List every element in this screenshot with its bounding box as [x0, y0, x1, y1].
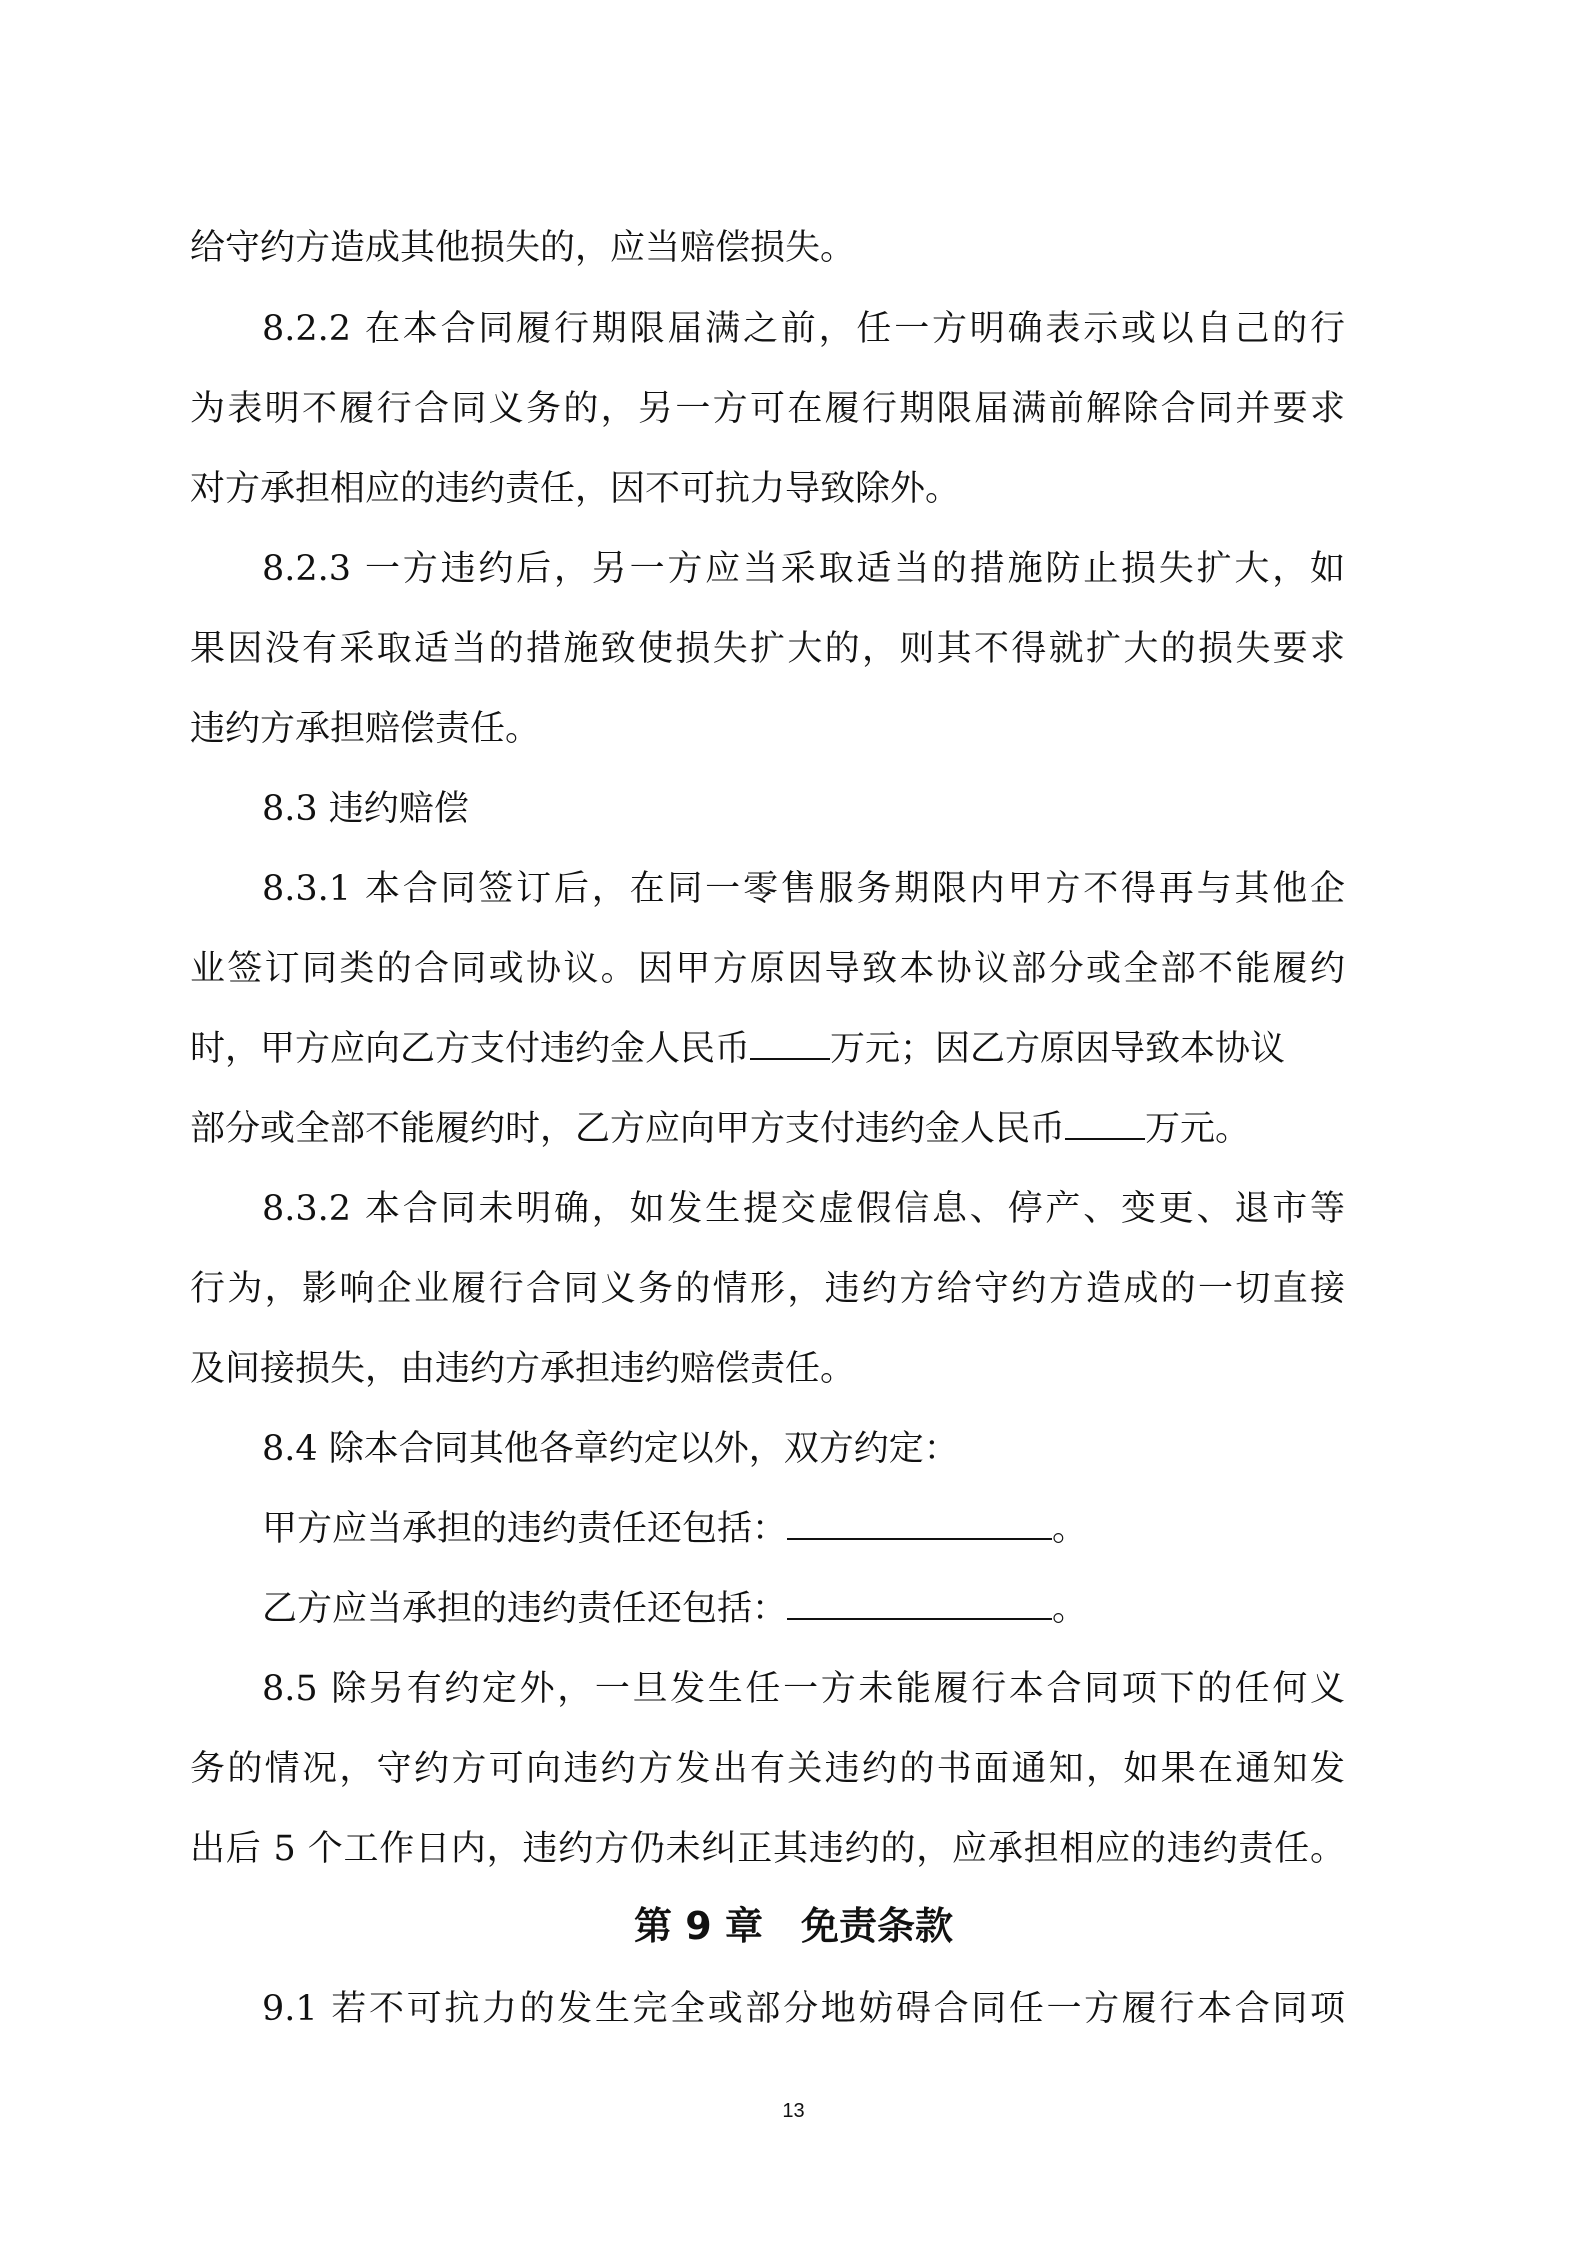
clause-8-5-line-1: 8.5 除另有约定外，一旦发生任一方未能履行本合同项下的任何义 [262, 1669, 1345, 1709]
clause-8-2-3-line-1: 8.2.3 一方违约后，另一方应当采取适当的措施防止损失扩大，如 [262, 549, 1345, 589]
clause-8-3-2-line-2: 行为，影响企业履行合同义务的情形，违约方给守约方造成的一切直接 [190, 1269, 1345, 1309]
text-segment: 。 [1052, 1589, 1088, 1629]
clause-8-5-line-3: 出后 5 个工作日内，违约方仍未纠正其违约的，应承担相应的违约责任。 [190, 1829, 1345, 1869]
text-segment: 万元。 [1145, 1109, 1251, 1149]
paragraph-line: 给守约方造成其他损失的，应当赔偿损失。 [190, 228, 856, 268]
clause-8-4-line-1: 8.4 除本合同其他各章约定以外，双方约定： [262, 1429, 959, 1469]
clause-8-2-3-line-2: 果因没有采取适当的措施致使损失扩大的，则其不得就扩大的损失要求 [190, 629, 1345, 669]
text-segment: 。 [1052, 1509, 1088, 1549]
text-segment: 部分或全部不能履约时，乙方应向甲方支付违约金人民币 [190, 1109, 1066, 1149]
text-segment: 时，甲方应向乙方支付违约金人民币 [190, 1029, 751, 1069]
fill-in-blank [787, 1588, 1052, 1620]
clause-8-3-1-line-2: 业签订同类的合同或协议。因甲方原因导致本协议部分或全部不能履约 [190, 949, 1345, 989]
clause-8-3-2-line-3: 及间接损失，由违约方承担违约赔偿责任。 [190, 1349, 856, 1389]
fill-in-blank [787, 1508, 1052, 1540]
clause-8-2-2-line-1: 8.2.2 在本合同履行期限届满之前，任一方明确表示或以自己的行 [262, 309, 1345, 349]
clause-8-2-3-line-3: 违约方承担赔偿责任。 [190, 709, 541, 749]
text-segment: 万元；因乙方原因导致本协议 [830, 1029, 1286, 1069]
section-8-3-heading: 8.3 违约赔偿 [262, 789, 469, 829]
text-segment: 乙方应当承担的违约责任还包括： [262, 1589, 788, 1629]
clause-8-3-1-line-3 [190, 1027, 1345, 1071]
clause-8-3-1-line-4 [190, 1107, 1345, 1151]
chapter-heading: 第 9 章 免责条款 [634, 1904, 953, 1948]
clause-8-3-2-line-1: 8.3.2 本合同未明确，如发生提交虚假信息、停产、变更、退市等 [262, 1189, 1345, 1229]
clause-8-4-party-b [262, 1587, 1345, 1631]
fill-in-blank [1065, 1108, 1145, 1140]
clause-8-2-2-line-3: 对方承担相应的违约责任，因不可抗力导致除外。 [190, 469, 961, 509]
clause-8-5-line-2: 务的情况，守约方可向违约方发出有关违约的书面通知，如果在通知发 [190, 1749, 1345, 1789]
text-segment: 甲方应当承担的违约责任还包括： [262, 1509, 788, 1549]
clause-8-2-2-line-2: 为表明不履行合同义务的，另一方可在履行期限届满前解除合同并要求 [190, 389, 1345, 429]
page-number: 13 [782, 2100, 805, 2122]
clause-8-4-party-a [262, 1507, 1345, 1551]
fill-in-blank [750, 1028, 830, 1060]
clause-9-1-line-1: 9.1 若不可抗力的发生完全或部分地妨碍合同任一方履行本合同项 [262, 1989, 1345, 2029]
clause-8-3-1-line-1: 8.3.1 本合同签订后，在同一零售服务期限内甲方不得再与其他企 [262, 869, 1345, 909]
